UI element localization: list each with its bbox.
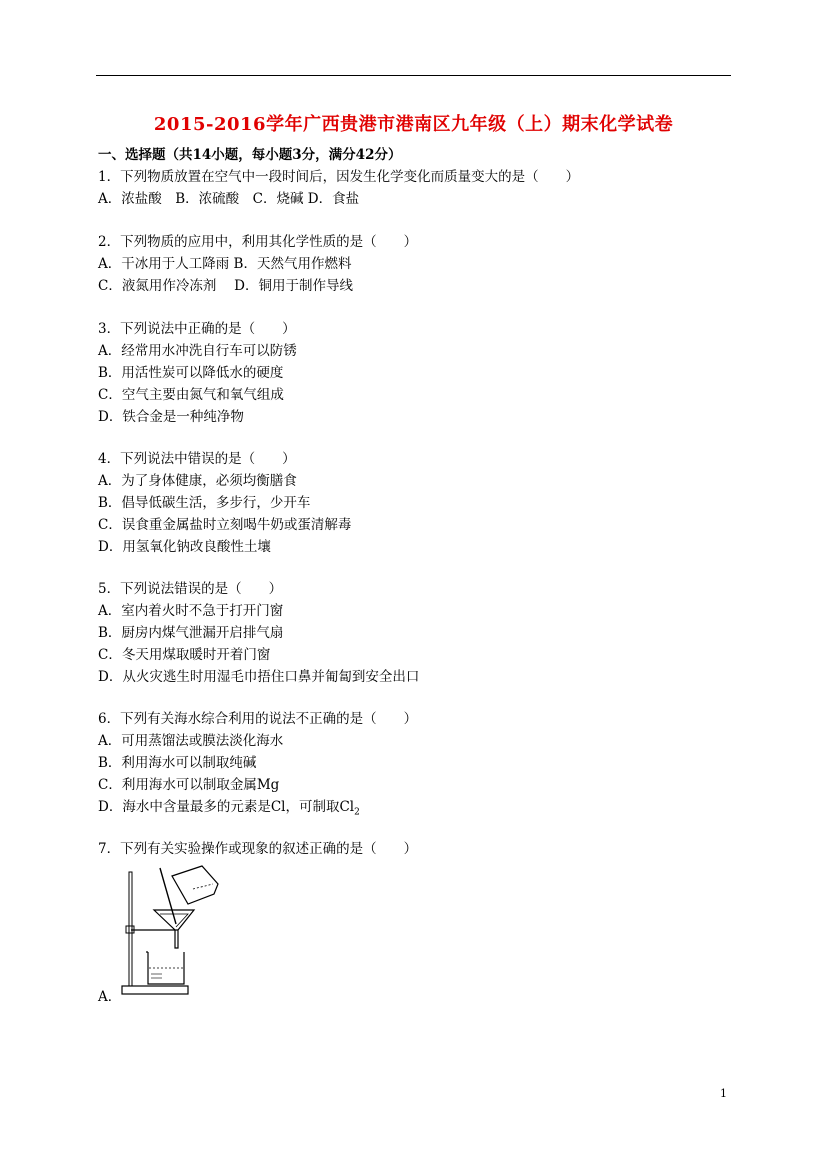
question-6-subscript: 2 (354, 807, 360, 818)
question-6-option-b: B．利用海水可以制取纯碱 (98, 755, 257, 771)
page-number: 1 (720, 1087, 727, 1100)
question-4-option-b: B．倡导低碳生活，多步行，少开车 (98, 495, 311, 511)
question-3-option-b: B．用活性炭可以降低水的硬度 (98, 365, 284, 381)
question-6-option-c: C．利用海水可以制取金属Mg (98, 777, 280, 793)
question-3-stem: 3．下列说法中正确的是（ ） (98, 321, 296, 337)
question-4-option-c: C．误食重金属盐时立刻喝牛奶或蛋清解毒 (98, 517, 352, 533)
question-6-option-d-text: D．海水中含量最多的元素是Cl，可制取Cl (98, 799, 355, 815)
question-5-option-c: C．冬天用煤取暖时开着门窗 (98, 647, 271, 663)
question-5-option-b: B．厨房内煤气泄漏开启排气扇 (98, 625, 284, 641)
question-2-options-cd: C．液氮用作冷冻剂 D．铜用于制作导线 (98, 278, 353, 294)
question-7-stem: 7．下列有关实验操作或现象的叙述正确的是（ ） (98, 841, 418, 857)
question-1-stem: 1．下列物质放置在空气中一段时间后，因发生化学变化而质量变大的是（ ） (98, 169, 580, 185)
question-4-option-d: D．用氢氧化钠改良酸性土壤 (98, 539, 271, 555)
filtration-apparatus-figure (118, 864, 223, 1000)
question-2-options-ab: A．干冰用于人工降雨 B．天然气用作燃料 (98, 256, 352, 272)
question-4-option-a: A．为了身体健康，必须均衡膳食 (98, 473, 297, 489)
question-3-option-d: D．铁合金是一种纯净物 (98, 409, 244, 425)
question-2-stem: 2．下列物质的应用中，利用其化学性质的是（ ） (98, 234, 418, 250)
question-5-option-a: A．室内着火时不急于打开门窗 (98, 603, 284, 619)
header-rule (96, 75, 731, 76)
question-4-stem: 4．下列说法中错误的是（ ） (98, 451, 296, 467)
question-7-option-a-label: A． (98, 989, 122, 1005)
question-6-option-a: A．可用蒸馏法或膜法淡化海水 (98, 733, 284, 749)
page-title: 2015-2016学年广西贵港市港南区九年级（上）期末化学试卷 (153, 114, 674, 135)
question-5-option-d: D．从火灾逃生时用湿毛巾捂住口鼻并匍匐到安全出口 (98, 669, 420, 685)
question-6-stem: 6．下列有关海水综合利用的说法不正确的是（ ） (98, 711, 418, 727)
question-5-stem: 5．下列说法错误的是（ ） (98, 581, 283, 597)
question-6-option-d (98, 795, 360, 818)
question-1-options: A．浓盐酸 B．浓硫酸 C．烧碱 D．食盐 (98, 191, 360, 207)
question-3-option-c: C．空气主要由氮气和氧气组成 (98, 387, 284, 403)
section-heading: 一、选择题（共14小题，每小题3分，满分42分） (98, 147, 402, 163)
question-3-option-a: A．经常用水冲洗自行车可以防锈 (98, 343, 297, 359)
